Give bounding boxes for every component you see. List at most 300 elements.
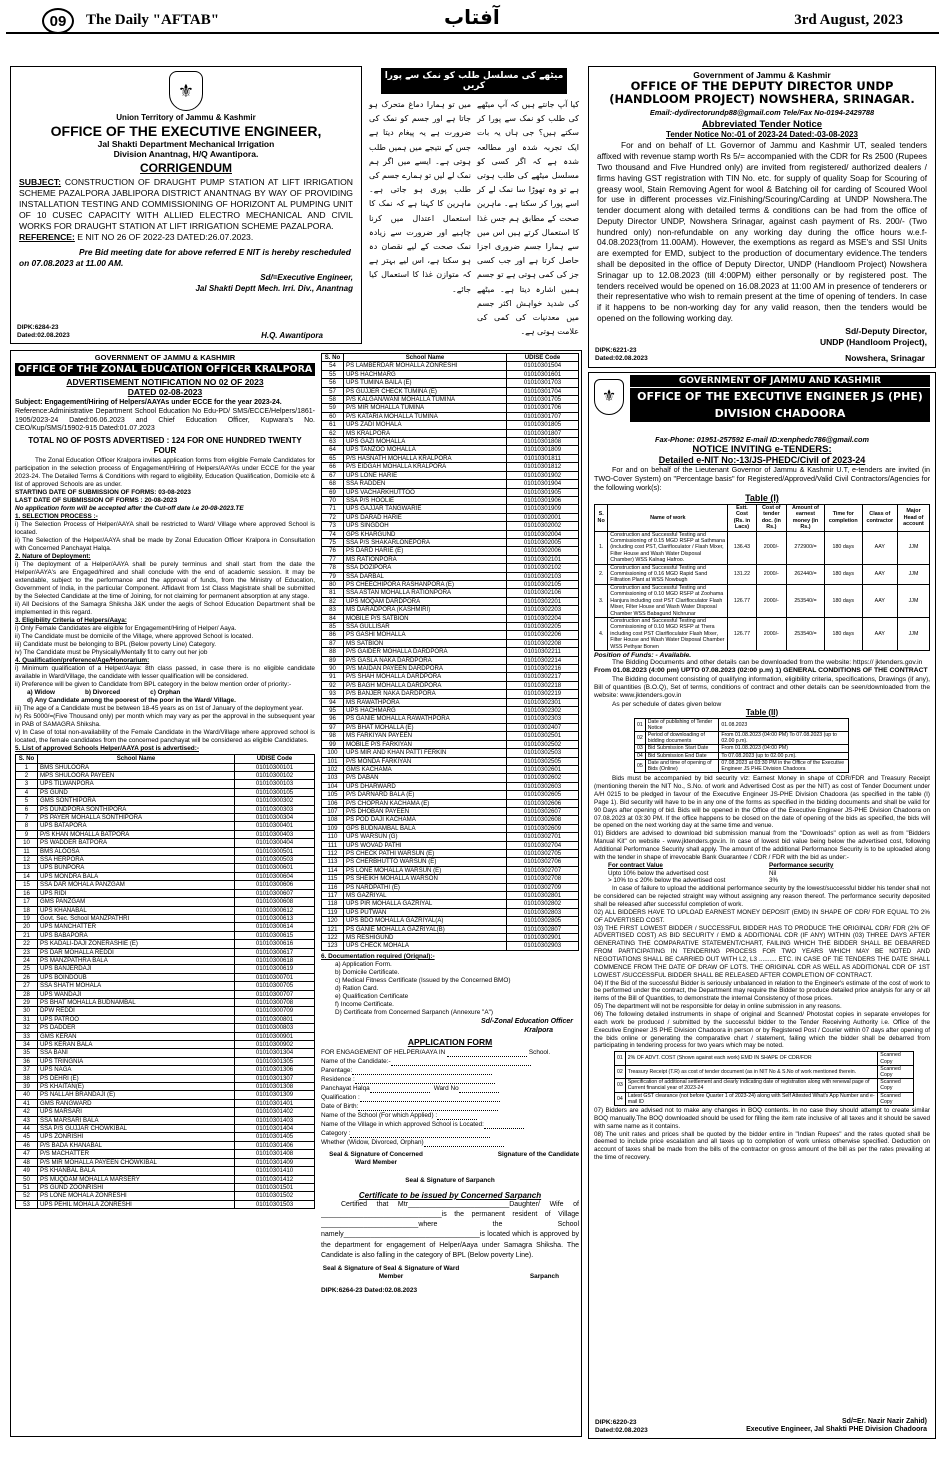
col-sno: S. No	[16, 755, 38, 763]
section-4-item-i: i) Minimum qualification of a Helper/Aaya: 8th class passed, in case there is no eligible candidate available in Ward/Village, the candidate with lesser qualification will be considered.	[15, 665, 315, 681]
form-field-input[interactable]	[370, 1086, 430, 1093]
school-cell: 6	[16, 805, 38, 813]
school-cell: P/S BADA KHANABAL	[38, 1141, 235, 1149]
school-cell: 01010300101	[235, 763, 315, 771]
school-cell: 66	[322, 463, 344, 471]
works-cell: 126.77	[728, 617, 756, 650]
school-cell: 102	[322, 765, 344, 773]
form-field-input[interactable]	[355, 1077, 495, 1084]
school-cell: 01010302705	[507, 849, 579, 857]
school-cell: 01010300701	[235, 973, 315, 981]
school-cell: MS SATBION	[344, 639, 507, 647]
school-cell: SSA P/S HOOLIE	[344, 496, 507, 504]
school-cell: UPS TILWANPORA	[38, 780, 235, 788]
perf-row2-left: > 10% to ≤ 20% below the advertised cost	[608, 877, 726, 885]
form-field-label: Panchayat Halqa	[321, 1085, 370, 1093]
form-field-input[interactable]	[391, 1059, 531, 1066]
school-cell: PS DUNDPORA SONTHIPORA	[38, 805, 235, 813]
school-cell: 01010302106	[507, 589, 579, 597]
school-cell: 01010302103	[507, 572, 579, 580]
school-row	[322, 934, 579, 942]
document-item: b) Domicile Certificate.	[335, 968, 400, 976]
document-cell: 04	[615, 1092, 626, 1105]
schedule-row	[635, 752, 849, 759]
school-cell: 63	[322, 438, 344, 446]
school-row	[322, 379, 579, 387]
school-cell: 01010301805	[507, 421, 579, 429]
school-cell: 01010302802	[507, 900, 579, 908]
documents-table	[614, 1051, 914, 1106]
form-field-label: Name of the Village in which approved School is Located:	[321, 1121, 484, 1129]
school-cell: PS DAR MOHALLA REDDI	[38, 948, 235, 956]
school-cell: 01010300618	[235, 956, 315, 964]
works-cell: 136.43	[728, 531, 756, 564]
school-cell: 36	[16, 1057, 38, 1065]
school-row	[16, 830, 315, 838]
school-cell: PS CHERBHUTTO WARSUN (E)	[344, 858, 507, 866]
school-cell: 94	[322, 698, 344, 706]
school-cell: UPS MIR AND KHAN PATTI FERKIN	[344, 749, 507, 757]
school-row	[16, 780, 315, 788]
school-cell: 77	[322, 555, 344, 563]
school-cell: 01010300103	[235, 780, 315, 788]
school-row	[16, 1141, 315, 1149]
school-cell: 89	[322, 656, 344, 664]
school-row	[322, 892, 579, 900]
school-cell: PS PAYER MOHALLA SONTHIPORA	[38, 814, 235, 822]
school-cell: 01010302706	[507, 858, 579, 866]
school-row	[322, 530, 579, 538]
school-cell: 57	[322, 387, 344, 395]
school-cell: PS CHECK PATHI WARSUN (E)	[344, 849, 507, 857]
school-cell: 01010301707	[507, 412, 579, 420]
school-cell: 01010302217	[507, 673, 579, 681]
school-cell: 01010301807	[507, 429, 579, 437]
school-cell: 01010300608	[235, 898, 315, 906]
funds-position: Position of Funds: - Available.	[594, 651, 692, 659]
school-cell: 01010301906	[507, 496, 579, 504]
school-cell: UPS NAGA	[38, 1066, 235, 1074]
school-cell: 01010301410	[235, 1167, 315, 1175]
works-col-header: Time for completion	[825, 505, 863, 532]
works-cell: AAY	[862, 531, 897, 564]
school-cell: 93	[322, 690, 344, 698]
school-cell: 79	[322, 572, 344, 580]
school-cell: 39	[16, 1083, 38, 1091]
school-cell: 108	[322, 816, 344, 824]
school-row	[16, 940, 315, 948]
zeo-right-column	[321, 353, 579, 1435]
sign-line-2: Jal Shakti Deptt Mech. Irri. Div., Anantnag	[195, 283, 353, 293]
school-cell: UPS WOVAD PATHI	[344, 841, 507, 849]
school-cell: 91	[322, 673, 344, 681]
documents-heading: 6. Documentation required (Orignal):-	[321, 952, 435, 960]
form-field-input[interactable]	[484, 1122, 524, 1129]
school-cell: 107	[322, 807, 344, 815]
works-row	[595, 617, 930, 650]
school-cell: SSA P/S GUJJAR CHOWKIBAL	[38, 1125, 235, 1133]
school-cell: 01010300707	[235, 990, 315, 998]
school-cell: 56	[322, 379, 344, 387]
school-row	[322, 564, 579, 572]
school-row	[16, 881, 315, 889]
school-cell: UPS BOINDOUB	[38, 973, 235, 981]
school-cell: 01010301307	[235, 1074, 315, 1082]
document-cell: Scanned Copy	[878, 1065, 914, 1078]
school-cell: PS LONE MOHALA ZONRESHI	[38, 1192, 235, 1200]
form-for-line: FOR ENGAGEMENT OF HELPER/AAYA IN	[321, 1049, 446, 1057]
school-cell: P/S DHOBAN PAYEEN	[344, 807, 507, 815]
school-cell: 104	[322, 782, 344, 790]
school-cell: 117	[322, 892, 344, 900]
form-field-input[interactable]	[424, 1140, 504, 1147]
perf-header-left: For contract Value	[608, 861, 663, 869]
condition-03: 03) THE FIRST LOWEST BIDDER / SUCCESSFUL BIDDER HAS TO PRODUCE THE ORIGINAL CDR/ FDR (2% OF ADVERTISED COST) AS BID SECURITY / EMD & ADDITIONAL CDR (IF ANY) WITHIN (03) THREE DAYS AFTER GENERATING THE COMPARATIVE STATEMENT/CHART, FAILING WHICH THE BIDDER SHALL BE DEBARRED FROM PARTICIPATING IN TENDERING PROCESS FOR TWO YEARS WHICH MAY BE NOTED AND NEGOTIATIONS SHALL BE CARRIED OUT WITH L2, L3 .......... ETC. IN CASE OF TIE TENDERS THE DATE SHALL COMMENCE FROM THE DATE OF DRAW OF LOTS. THE ORIGINAL CDR AS WELL AS ADDITIONAL CDR OF 1ST LOWEST /SUCCESSFUL BIDDER SHALL BE RELEASED AFTER COMPLETION OF CONTRACT.	[594, 924, 930, 979]
school-cell: 01010300615	[235, 931, 315, 939]
school-cell: P/S BANJER NAKA DARDPORA	[344, 690, 507, 698]
school-cell: GMS KACHAMA	[344, 765, 507, 773]
school-cell: 67	[322, 471, 344, 479]
school-cell: 01010300303	[235, 805, 315, 813]
school-row	[322, 866, 579, 874]
school-row	[322, 774, 579, 782]
school-cell: 64	[322, 446, 344, 454]
school-cell: 01010302803	[507, 908, 579, 916]
school-cell: SSA ASTAN MOHALLA RATIONPORA	[344, 589, 507, 597]
school-row	[322, 875, 579, 883]
school-row	[322, 505, 579, 513]
school-cell: Govt. Sec. School MANZPATHRI	[38, 914, 235, 922]
school-cell: 01010302704	[507, 841, 579, 849]
school-row	[322, 732, 579, 740]
govt-name: Government of Jammu & Kashmir	[693, 70, 831, 80]
school-cell: 01010300616	[235, 940, 315, 948]
school-cell: PS DEHRI (E)	[38, 1074, 235, 1082]
col-sno: S. No	[322, 354, 344, 362]
works-col-header: Major Head of account	[898, 505, 930, 532]
school-cell: 01010302203	[507, 606, 579, 614]
school-cell: BMS SHULOORA	[38, 763, 235, 771]
section-3-heading: 3. Eligibility Criteria of Helpers/Aaya:	[15, 617, 127, 625]
school-cell: 19	[16, 914, 38, 922]
school-cell: PS GUJJER CHECK TUMINA (E)	[344, 387, 507, 395]
school-row	[322, 656, 579, 664]
school-cell: 99	[322, 740, 344, 748]
sign-line-3: Nowshera, Srinagar	[845, 353, 925, 363]
notice-number: Tender Notice No:-01 of 2023-24 Dated:-03-08-2023	[666, 130, 858, 140]
school-cell: 01010300606	[235, 881, 315, 889]
form-field	[321, 1121, 579, 1129]
masthead	[6, 4, 939, 34]
download-window: From 01.08.2023 (4:00 pm) UPTO 07.08.2023 (02:00 p.m) 1) GENERAL CONDITIONS OF THE CONTRACT	[594, 667, 928, 675]
school-cell: PS KHANBAL BALA	[38, 1167, 235, 1175]
phe-chadoora-tender	[588, 372, 936, 1439]
school-cell: 01010302102	[507, 564, 579, 572]
works-cell: JJM	[898, 531, 930, 564]
school-cell: UPS WARSUN (G)	[344, 833, 507, 841]
table1-title: Table (I)	[745, 493, 779, 503]
works-cell: 253540/=	[786, 617, 824, 650]
form-field	[321, 1139, 579, 1147]
section-4-item-iv: iv) Rs 5000/=(Five Thousand only) per month which may vary as per the approval in the subsequent year in PAB of SAMAGRA Shiksha.	[15, 713, 315, 729]
form-field-input[interactable]	[352, 1068, 492, 1075]
school-cell: UPS DHARWARD	[344, 782, 507, 790]
document-cell: Scanned Copy	[878, 1092, 914, 1105]
form-field-input[interactable]	[437, 1113, 477, 1120]
emblem-icon: ⚜	[169, 71, 203, 111]
school-cell: 01010302214	[507, 656, 579, 664]
form-field-label: Name of the Candidate:-	[321, 1058, 391, 1066]
document-row	[615, 1092, 914, 1105]
document-row	[615, 1052, 914, 1065]
schedule-cell: Period of downloading of bidding documents	[645, 732, 719, 745]
school-cell: UPS TRINGNIA	[38, 1057, 235, 1065]
school-cell: P/S GASLA NAKA DARDPORA	[344, 656, 507, 664]
schedule-cell: Date and time of opening of Bids (Online)	[645, 759, 719, 772]
school-cell: P/S KATARIA MOHALLA TUMINA	[344, 412, 507, 420]
school-cell: 01010301909	[507, 505, 579, 513]
school-cell: 50	[16, 1175, 38, 1183]
school-row	[16, 847, 315, 855]
school-row	[322, 757, 579, 765]
school-cell: 01010302807	[507, 925, 579, 933]
school-row	[16, 797, 315, 805]
certificate-sign-right: Sarpanch	[529, 1272, 559, 1280]
school-cell: 114	[322, 866, 344, 874]
school-cell: P/S HASNATH MOHALLA KRALPORA	[344, 454, 507, 462]
school-cell: UPS PIR MOHALLA GAZRIYAL	[344, 900, 507, 908]
school-cell: P/S MACHATTER	[38, 1150, 235, 1158]
school-cell: 01010302502	[507, 740, 579, 748]
school-cell: P/S DARNARD BALA (E)	[344, 791, 507, 799]
school-cell: 46	[16, 1141, 38, 1149]
form-field-input[interactable]	[350, 1131, 490, 1138]
works-cell: 131.22	[728, 564, 756, 584]
works-row	[595, 564, 930, 584]
form-field-input[interactable]	[360, 1095, 500, 1102]
office-title: OFFICE OF THE EXECUTIVE ENGINEER,	[50, 123, 322, 139]
section-4-item-v: v) In Case of total non-availability of the Female Candidate in the Ward/Village where approved school is located, the female candidates from the concerned panchayat will be considered as eligible Candidates.	[15, 729, 315, 745]
school-row	[16, 1074, 315, 1082]
school-cell: 01010302204	[507, 614, 579, 622]
school-row	[16, 1099, 315, 1107]
school-cell: 01010301304	[235, 1049, 315, 1057]
school-row	[16, 956, 315, 964]
school-cell: GMS RANGWARD	[38, 1099, 235, 1107]
school-row	[322, 698, 579, 706]
school-row	[16, 763, 315, 771]
school-cell: PS BHAT MOHALLA BUDNAMBAL	[38, 998, 235, 1006]
sign-line-1: Sd/-Deputy Director,	[845, 325, 927, 336]
ward-member-signature: Seal & Signature of Concerned Ward Member	[329, 1151, 423, 1167]
school-cell: 01010301902	[507, 471, 579, 479]
school-row	[322, 463, 579, 471]
notification-number: ADVERTISEMENT NOTIFICATION NO 02 OF 2023	[66, 377, 264, 387]
school-row	[322, 404, 579, 412]
school-row	[322, 538, 579, 546]
school-cell: 32	[16, 1024, 38, 1032]
school-cell: 01010300612	[235, 906, 315, 914]
nit-number: Detailed e-NIT No:-13/JS-PHEDC/Civil of 2023-24	[658, 455, 866, 465]
school-cell: UPS BANJERDAJI	[38, 965, 235, 973]
school-cell: 01010302605	[507, 791, 579, 799]
school-row	[16, 822, 315, 830]
section-2-heading: 2. Nature of Deployment:	[15, 553, 91, 561]
form-field	[321, 1130, 579, 1138]
school-cell: 01010300803	[235, 1024, 315, 1032]
school-cell: UPS PEHIL MOHALA ZONRESHI	[38, 1200, 235, 1208]
school-cell: 76	[322, 547, 344, 555]
school-cell: 103	[322, 774, 344, 782]
school-row	[322, 816, 579, 824]
contact-line: Fax-Phone: 01951-257592 E-mail ID:xenphedc786@gmail.com	[655, 435, 869, 444]
school-cell: PS NALLAH BRANDAJI (E)	[38, 1091, 235, 1099]
school-cell: 01010302005	[507, 538, 579, 546]
school-cell: 21	[16, 931, 38, 939]
section-3-item-i: i) Only Female Candidates are eligible for Engagement/Hiring of Helper/ Aaya.	[15, 625, 237, 633]
priority-poorest: d) Any Candidate among the poorest of the poor in the Ward/ Village.	[27, 697, 236, 705]
school-cell: 106	[322, 799, 344, 807]
school-row	[16, 1183, 315, 1191]
school-cell: PS DARD HARIE (E)	[344, 547, 507, 555]
school-row	[322, 454, 579, 462]
priority-widow: a) Widow	[27, 689, 55, 697]
school-cell: P/S SHAH MOHALLA DARDPORA	[344, 673, 507, 681]
school-cell: GMS PANZGAM	[38, 898, 235, 906]
schedule-cell: Date of publishing of Tender Notice	[645, 718, 719, 731]
school-cell: 40	[16, 1091, 38, 1099]
school-cell: PS NARDPATHI (E)	[344, 883, 507, 891]
school-cell: 75	[322, 538, 344, 546]
perf-header-right: Performance security	[769, 861, 834, 869]
school-cell: P/S BAGH MOHALLA DARDPORA	[344, 681, 507, 689]
school-cell: 01010302609	[507, 824, 579, 832]
condition-06: 06) The following detailed instruments in shape of original and Scanned/ Photostat copies in separate envelopes for each work be produced / submitted by the successful bidder to the Tender Receiving Authority i.e. Office of the Executive Engineer JS PHE Division Chadoora in person or by Registered Post / Courier within 07 days after opening of the bids online or generating the comparative chart / statement, failing which the bidder shall be debarred from participating in tendering process for two years which may be noted.	[594, 1011, 930, 1050]
schools-table-a	[15, 754, 315, 1209]
school-cell: 23	[16, 948, 38, 956]
school-cell: 78	[322, 564, 344, 572]
school-cell: 101	[322, 757, 344, 765]
school-cell: P/S GAIDER MOHALLA DARDPORA	[344, 648, 507, 656]
intro: For and on behalf of the Lieutenant Governor of Jammu & Kashmir U.T, e-tenders are invited (in TWO-Cover System) on "Percentage basis" for Registered/Approved/Valid Civil Contractors/Agencies for the following work(s):	[594, 465, 930, 492]
school-row	[322, 673, 579, 681]
school-cell: PS GUND ZOONRISHI	[38, 1183, 235, 1191]
school-cell: 5	[16, 797, 38, 805]
school-cell: 44	[16, 1125, 38, 1133]
works-cell: Construction and Successful Testing and Commissioning of 0.15 MGD RSFP at Sathmana (including cost PST, Clarifloculator / Flash Mixer, Filter House and Wash Water Disposal Chamber) WSS Kalnag Hafroo.	[608, 531, 728, 564]
school-cell: 48	[16, 1158, 38, 1166]
school-cell: 01010300613	[235, 914, 315, 922]
works-cell: 253540/=	[786, 584, 824, 617]
school-cell: 01010302218	[507, 681, 579, 689]
school-cell: 33	[16, 1032, 38, 1040]
urdu-article	[366, 66, 582, 346]
school-row	[322, 446, 579, 454]
school-row	[322, 648, 579, 656]
form-school-suffix: School.	[528, 1049, 551, 1057]
school-cell: 01010301812	[507, 463, 579, 471]
works-cell: JJM	[898, 617, 930, 650]
school-cell: 01010300403	[235, 830, 315, 838]
reference-text: E NIT NO 26 OF 2022-23 DATED:26.07.2023.	[77, 232, 254, 243]
school-row	[16, 906, 315, 914]
works-cell: 262440/=	[786, 564, 824, 584]
school-cell: UPS TANZOO MOHALLA	[344, 446, 507, 454]
schedule-cell: From 01.08.2023 (04:00 PM) To 07.08.2023 (up to 02.00 p.m).	[719, 732, 849, 745]
school-cell: 28	[16, 990, 38, 998]
zeo-left-column	[15, 353, 315, 1435]
office-title: OFFICE OF THE DEPUTY DIRECTOR UNDP (HANDLOOM PROJECT) NOWSHERA, SRINAGAR.	[609, 79, 915, 107]
works-cell: 2000/-	[756, 564, 786, 584]
school-cell: 01010302505	[507, 757, 579, 765]
school-cell: 74	[322, 530, 344, 538]
school-cell: 01010302901	[507, 934, 579, 942]
section-3-item-iii: iii) Candidate must be belonging to BPL (Below poverty Line) Category.	[15, 641, 217, 649]
school-cell: PS POD DAJI KACHAMA	[344, 816, 507, 824]
school-cell: 54	[322, 362, 344, 370]
school-cell: UPS SINGDOH	[344, 522, 507, 530]
school-cell: 24	[16, 956, 38, 964]
school-cell: 01010302407	[507, 723, 579, 731]
school-cell: 113	[322, 858, 344, 866]
section-2-item-ii: ii) All Decisions of the Samagra Shiksha J&K under the aegis of School Education Department shall be implemented in this regard.	[15, 601, 315, 617]
works-cell: 272900/=	[786, 531, 824, 564]
sign-line-2: UNDP (Handloom Project),	[819, 336, 927, 347]
school-cell: P/S DABAN	[344, 774, 507, 782]
works-table	[594, 504, 930, 651]
school-cell: 01010302607	[507, 807, 579, 815]
priority-orphan: c) Orphan	[150, 689, 181, 697]
ward-no-input[interactable]	[459, 1086, 499, 1093]
school-row	[16, 998, 315, 1006]
school-cell: 51	[16, 1183, 38, 1191]
condition-01b: In case of failure to upload the additional performance security by the lowest/successful bidder his tender shall not be considered can be rejected straight way without assigning any reason thereof. The performance security deposited shall be released after successful completion of work.	[594, 885, 930, 908]
subject-block	[19, 177, 353, 232]
school-row	[16, 973, 315, 981]
school-row	[322, 496, 579, 504]
school-row	[16, 1024, 315, 1032]
form-field-input[interactable]	[358, 1104, 498, 1111]
corrigendum-heading: CORRIGENDUM	[140, 161, 232, 176]
sign-line-3: H.Q. Awantipora	[261, 331, 323, 340]
school-cell: 10	[16, 839, 38, 847]
school-cell: PS CHEECHIPORA RASHANPORA (E)	[344, 580, 507, 588]
school-row	[16, 1167, 315, 1175]
works-cell: 1.	[595, 531, 608, 564]
school-cell: BMS ALOOSA	[38, 847, 235, 855]
school-cell: 60	[322, 412, 344, 420]
condition-07: 07) Bidders are advised not to make any changes in BOQ contents. In no case they should attempt to create similar BOQ manually.The BOQ downloaded should be used for filling the item rate inclusive of all taxes and it should be saved with same name as it contains.	[594, 1106, 930, 1130]
school-cell: 01010300614	[235, 923, 315, 931]
school-cell: 95	[322, 707, 344, 715]
form-field	[321, 1058, 579, 1066]
dipk-number: DIPK:6284-23	[17, 324, 59, 332]
dipk-number: DIPK:6264-23 Dated:02.08.2023	[321, 1286, 418, 1294]
irrigation-corrigendum	[10, 66, 362, 344]
school-row	[16, 872, 315, 880]
document-cell: 01	[615, 1052, 626, 1065]
school-cell: 59	[322, 404, 344, 412]
school-cell: 01010301904	[507, 480, 579, 488]
form-field	[321, 1094, 579, 1102]
school-row	[322, 572, 579, 580]
col-school: School Name	[38, 755, 235, 763]
school-row	[322, 513, 579, 521]
perf-row1-left: Upto 10% below the advertised cost	[608, 869, 709, 877]
form-field	[321, 1067, 579, 1075]
school-cell: 96	[322, 715, 344, 723]
works-col-header: Name of work	[608, 505, 728, 532]
